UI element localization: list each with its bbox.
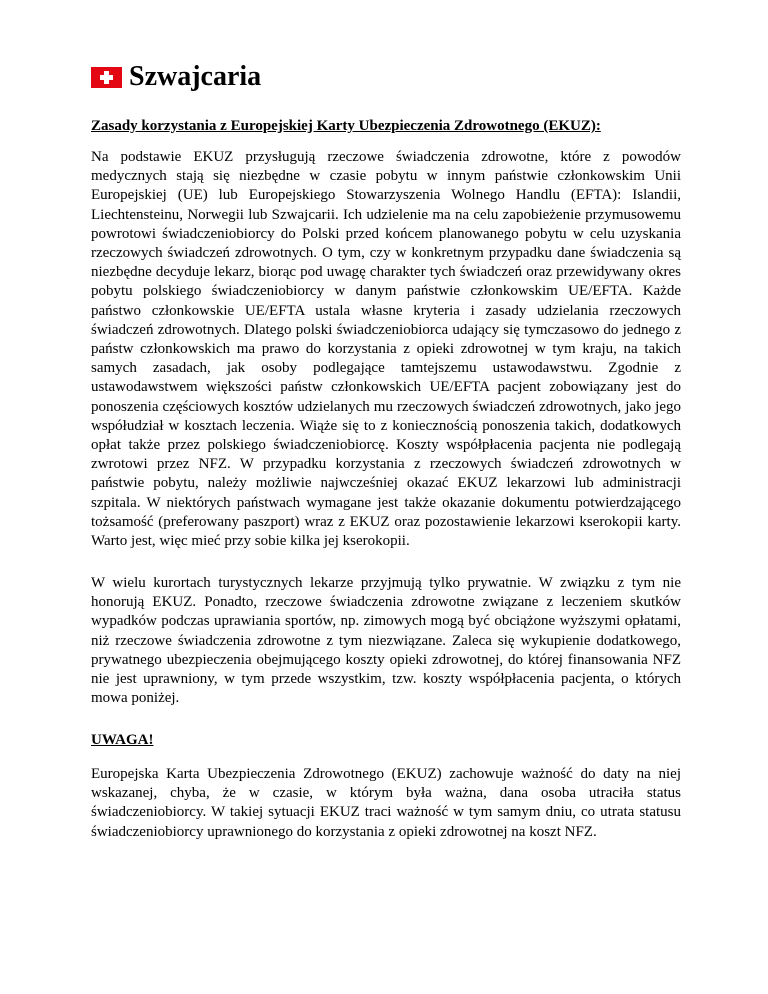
- paragraph-card-validity: Europejska Karta Ubezpieczenia Zdrowotnego (EKUZ) zachowuje ważność do daty na niej wskazanej, chyba, że w czasie, w którym była ważna, dana osoba utraciła status świadczeniobiorcy. W takiej sytuacji EKUZ traci ważność w tym samym dniu, co utrata statusu świadczeniobiorcy uprawnionego do korzystania z opieki zdrowotnej na koszt NFZ.: [91, 766, 681, 840]
- paragraph-private-treatment: W wielu kurortach turystycznych lekarze przyjmują tylko prywatnie. W związku z tym nie honorują EKUZ. Ponadto, rzeczowe świadczenia zdrowotne związane z leczeniem skutków wypadków podczas uprawiania sportów, np. zimowych mogą być obciążone wyższymi opłatami, niż rzeczowe świadczenia zdrowotne z tym niezwiązane. Zaleca się wykupienie dodatkowego, prywatnego ubezpieczenia obejmującego koszty opieki zdrowotnej, do której finansowania NFZ nie jest uprawniony, w tym przede wszystkim, tzw. koszty współpłacenia pacjenta, o których mowa poniżej.: [91, 575, 681, 707]
- warning-heading: UWAGA!: [91, 732, 154, 748]
- page-title: Szwajcaria: [129, 61, 262, 92]
- title-row: [91, 60, 261, 94]
- swiss-flag-icon: [91, 67, 122, 88]
- section-heading: Zasady korzystania z Europejskiej Karty Ubezpieczenia Zdrowotnego (EKUZ):: [91, 118, 601, 134]
- paragraph-ekuz-rules: Na podstawie EKUZ przysługują rzeczowe świadczenia zdrowotne, które z powodów medycznych stają się niezbędne w czasie pobytu w innym państwie członkowskim Unii Europejskiej (UE) lub Europejskiego Stowarzyszenia Wolnego Handlu (EFTA): Islandii, Liechtensteinu, Norwegii lub Szwajcarii. Ich udzielenie ma na celu zapobieżenie przymusowemu powrotowi świadczeniobiorcy do Polski przed końcem planowanego pobytu w celu uzyskania rzeczowych świadczeń zdrowotnych. O tym, czy w konkretnym przypadku dane świadczenia są niezbędne decyduje lekarz, biorąc pod uwagę charakter tych świadczeń oraz przewidywany okres pobytu polskiego świadczeniobiorcy w danym państwie członkowskim UE/EFTA. Każde państwo członkowskie UE/EFTA ustala własne kryteria i zasady udzielania rzeczowych świadczeń zdrowotnych. Dlatego polski świadczeniobiorca udający się tymczasowo do jednego z państw członkowskich ma prawo do korzystania z opieki zdrowotnej w tym kraju, na takich samych zasadach, jak osoby podlegające tamtejszemu ustawodawstwu. Zgodnie z ustawodawstwem większości państw członkowskich UE/EFTA pacjent zobowiązany jest do ponoszenia częściowych kosztów udzielanych mu rzeczowych świadczeń zdrowotnych, jako jego współudział w kosztach leczenia. Wiąże się to z koniecznością ponoszenia takich, dodatkowych opłat także przez polskiego świadczeniobiorcę. Koszty współpłacenia pacjenta nie podlegają zwrotowi przez NFZ. W przypadku korzystania z rzeczowych świadczeń zdrowotnych w państwie pobytu, należy możliwie najwcześniej okazać EKUZ lekarzowi lub administracji szpitala. W niektórych państwach wymagane jest także okazanie dokumentu potwierdzającego tożsamość (preferowany paszport) wraz z EKUZ oraz pozostawienie lekarzowi kserokopii karty. Warto jest, więc mieć przy sobie kilka jej kserokopii.: [91, 149, 681, 550]
